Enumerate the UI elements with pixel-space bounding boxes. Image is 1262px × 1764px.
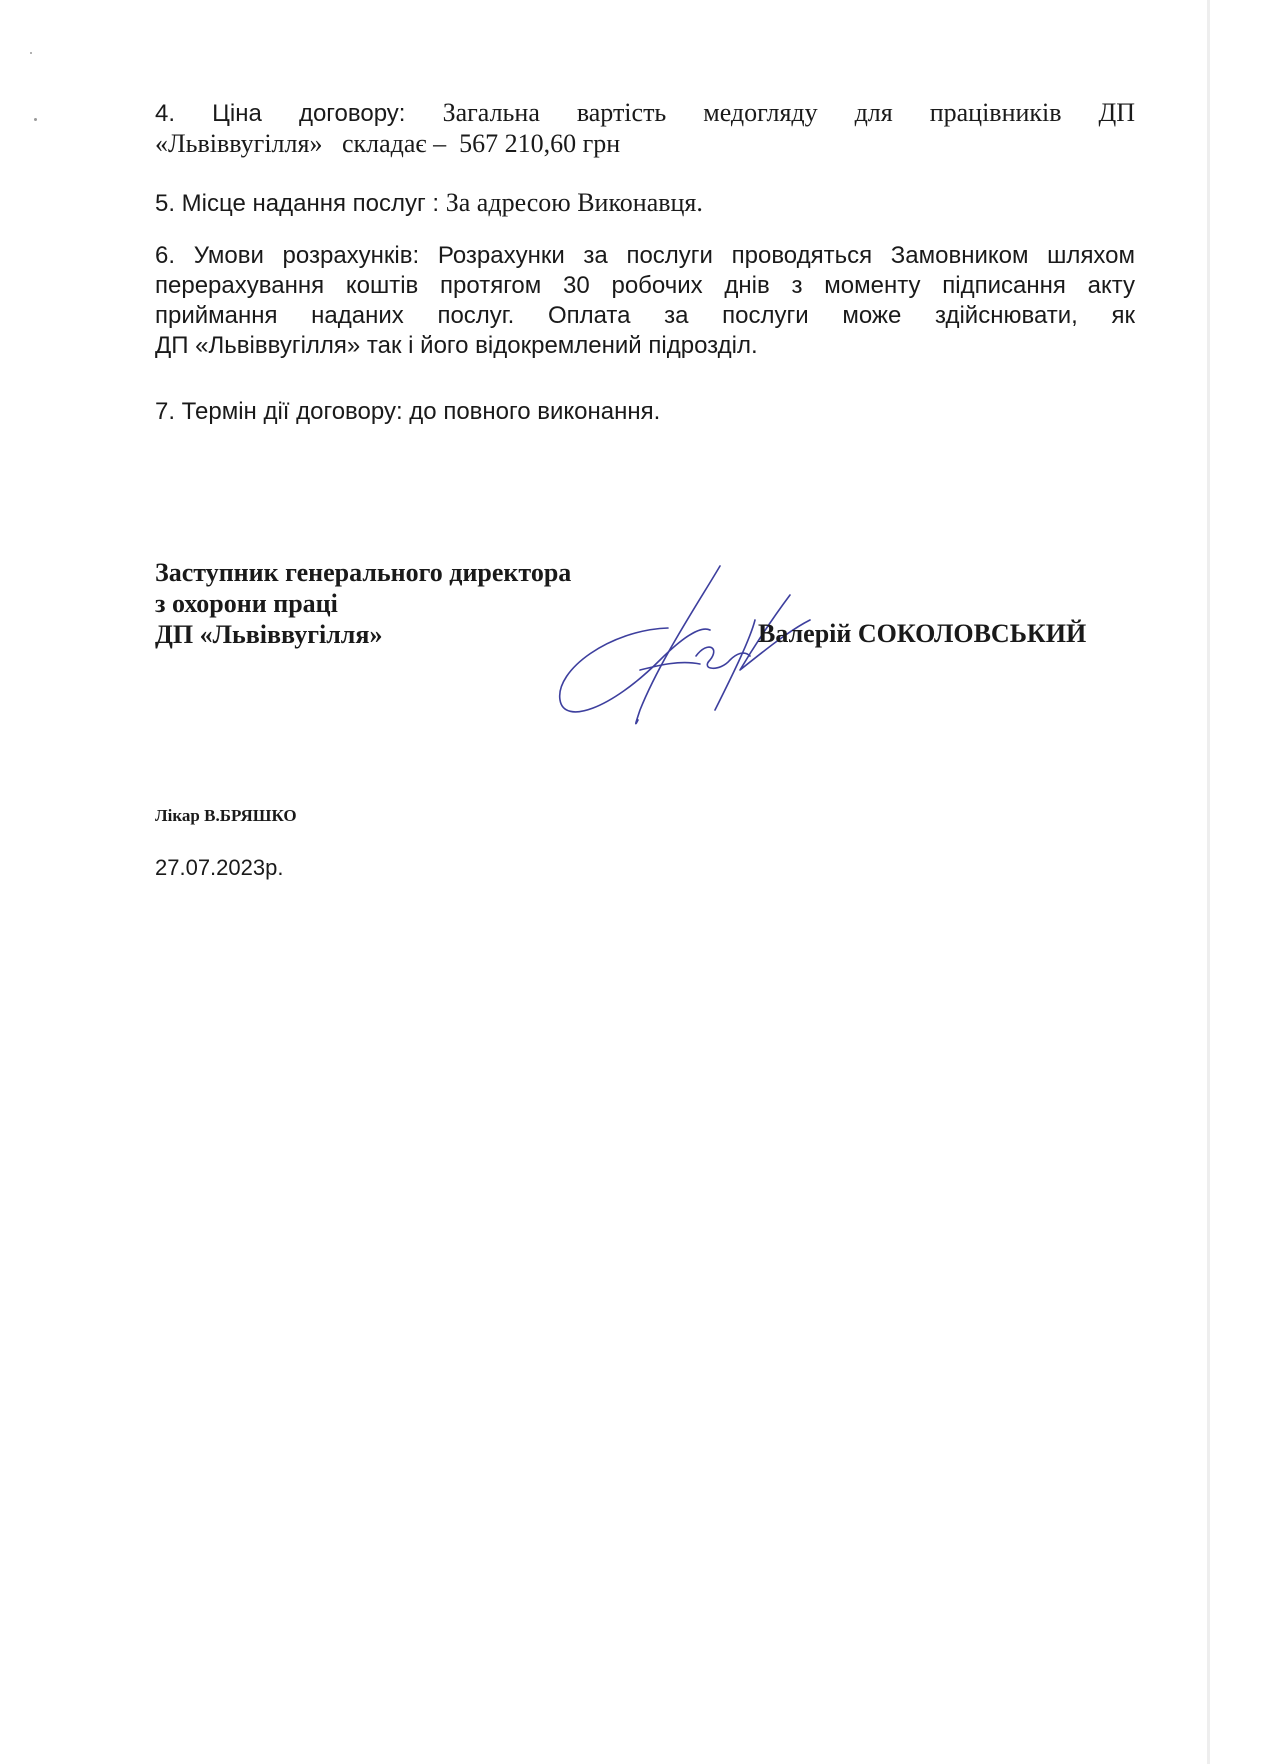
signatory-position xyxy=(155,557,571,650)
clause-line xyxy=(155,241,1135,271)
signer-name: Валерій СОКОЛОВСЬКИЙ xyxy=(758,619,1087,648)
clause-text: «Львіввугілля» складає – 567 210,60 грн xyxy=(155,129,621,158)
clause-label: 6. Умови розрахунків: xyxy=(155,242,420,269)
scan-artifact xyxy=(34,118,37,121)
clause-service-location xyxy=(155,188,1135,219)
clause-text: до повного виконання. xyxy=(409,398,661,425)
clause-payment-terms xyxy=(155,241,1135,361)
clause-contract-price xyxy=(155,98,1135,159)
clause-text: Розрахунки за послуги проводяться Замовником шляхом xyxy=(437,242,1136,269)
position-title: з охорони праці xyxy=(155,589,338,618)
clause-label: 7. Термін дії договору: xyxy=(155,398,403,425)
scan-page-edge xyxy=(1207,0,1210,1764)
scan-artifact xyxy=(30,52,32,54)
clause-text: приймання наданих послуг. Оплата за послуги може здійснювати, як xyxy=(155,302,1135,329)
organization-name: ДП «Львіввугілля» xyxy=(155,620,383,649)
clause-text: Загальна вартість медогляду для працівників ДП xyxy=(442,98,1135,127)
clause-label: 4. Ціна договору: xyxy=(155,100,406,127)
document-date: 27.07.2023р. xyxy=(155,855,284,880)
clause-contract-term xyxy=(155,397,1135,427)
position-title: Заступник генерального директора xyxy=(155,558,572,587)
clause-text: За адресою Виконавця. xyxy=(445,188,703,217)
clause-text: ДП «Львіввугілля» так і його відокремлений підрозділ. xyxy=(155,332,758,359)
clause-label: 5. Місце надання послуг : xyxy=(155,190,440,217)
doctor-name: Лікар В.БРЯШКО xyxy=(155,806,297,825)
clause-text: перерахування коштів протягом 30 робочих днів з моменту підписання акту xyxy=(155,272,1135,299)
clause-line xyxy=(155,98,1135,129)
